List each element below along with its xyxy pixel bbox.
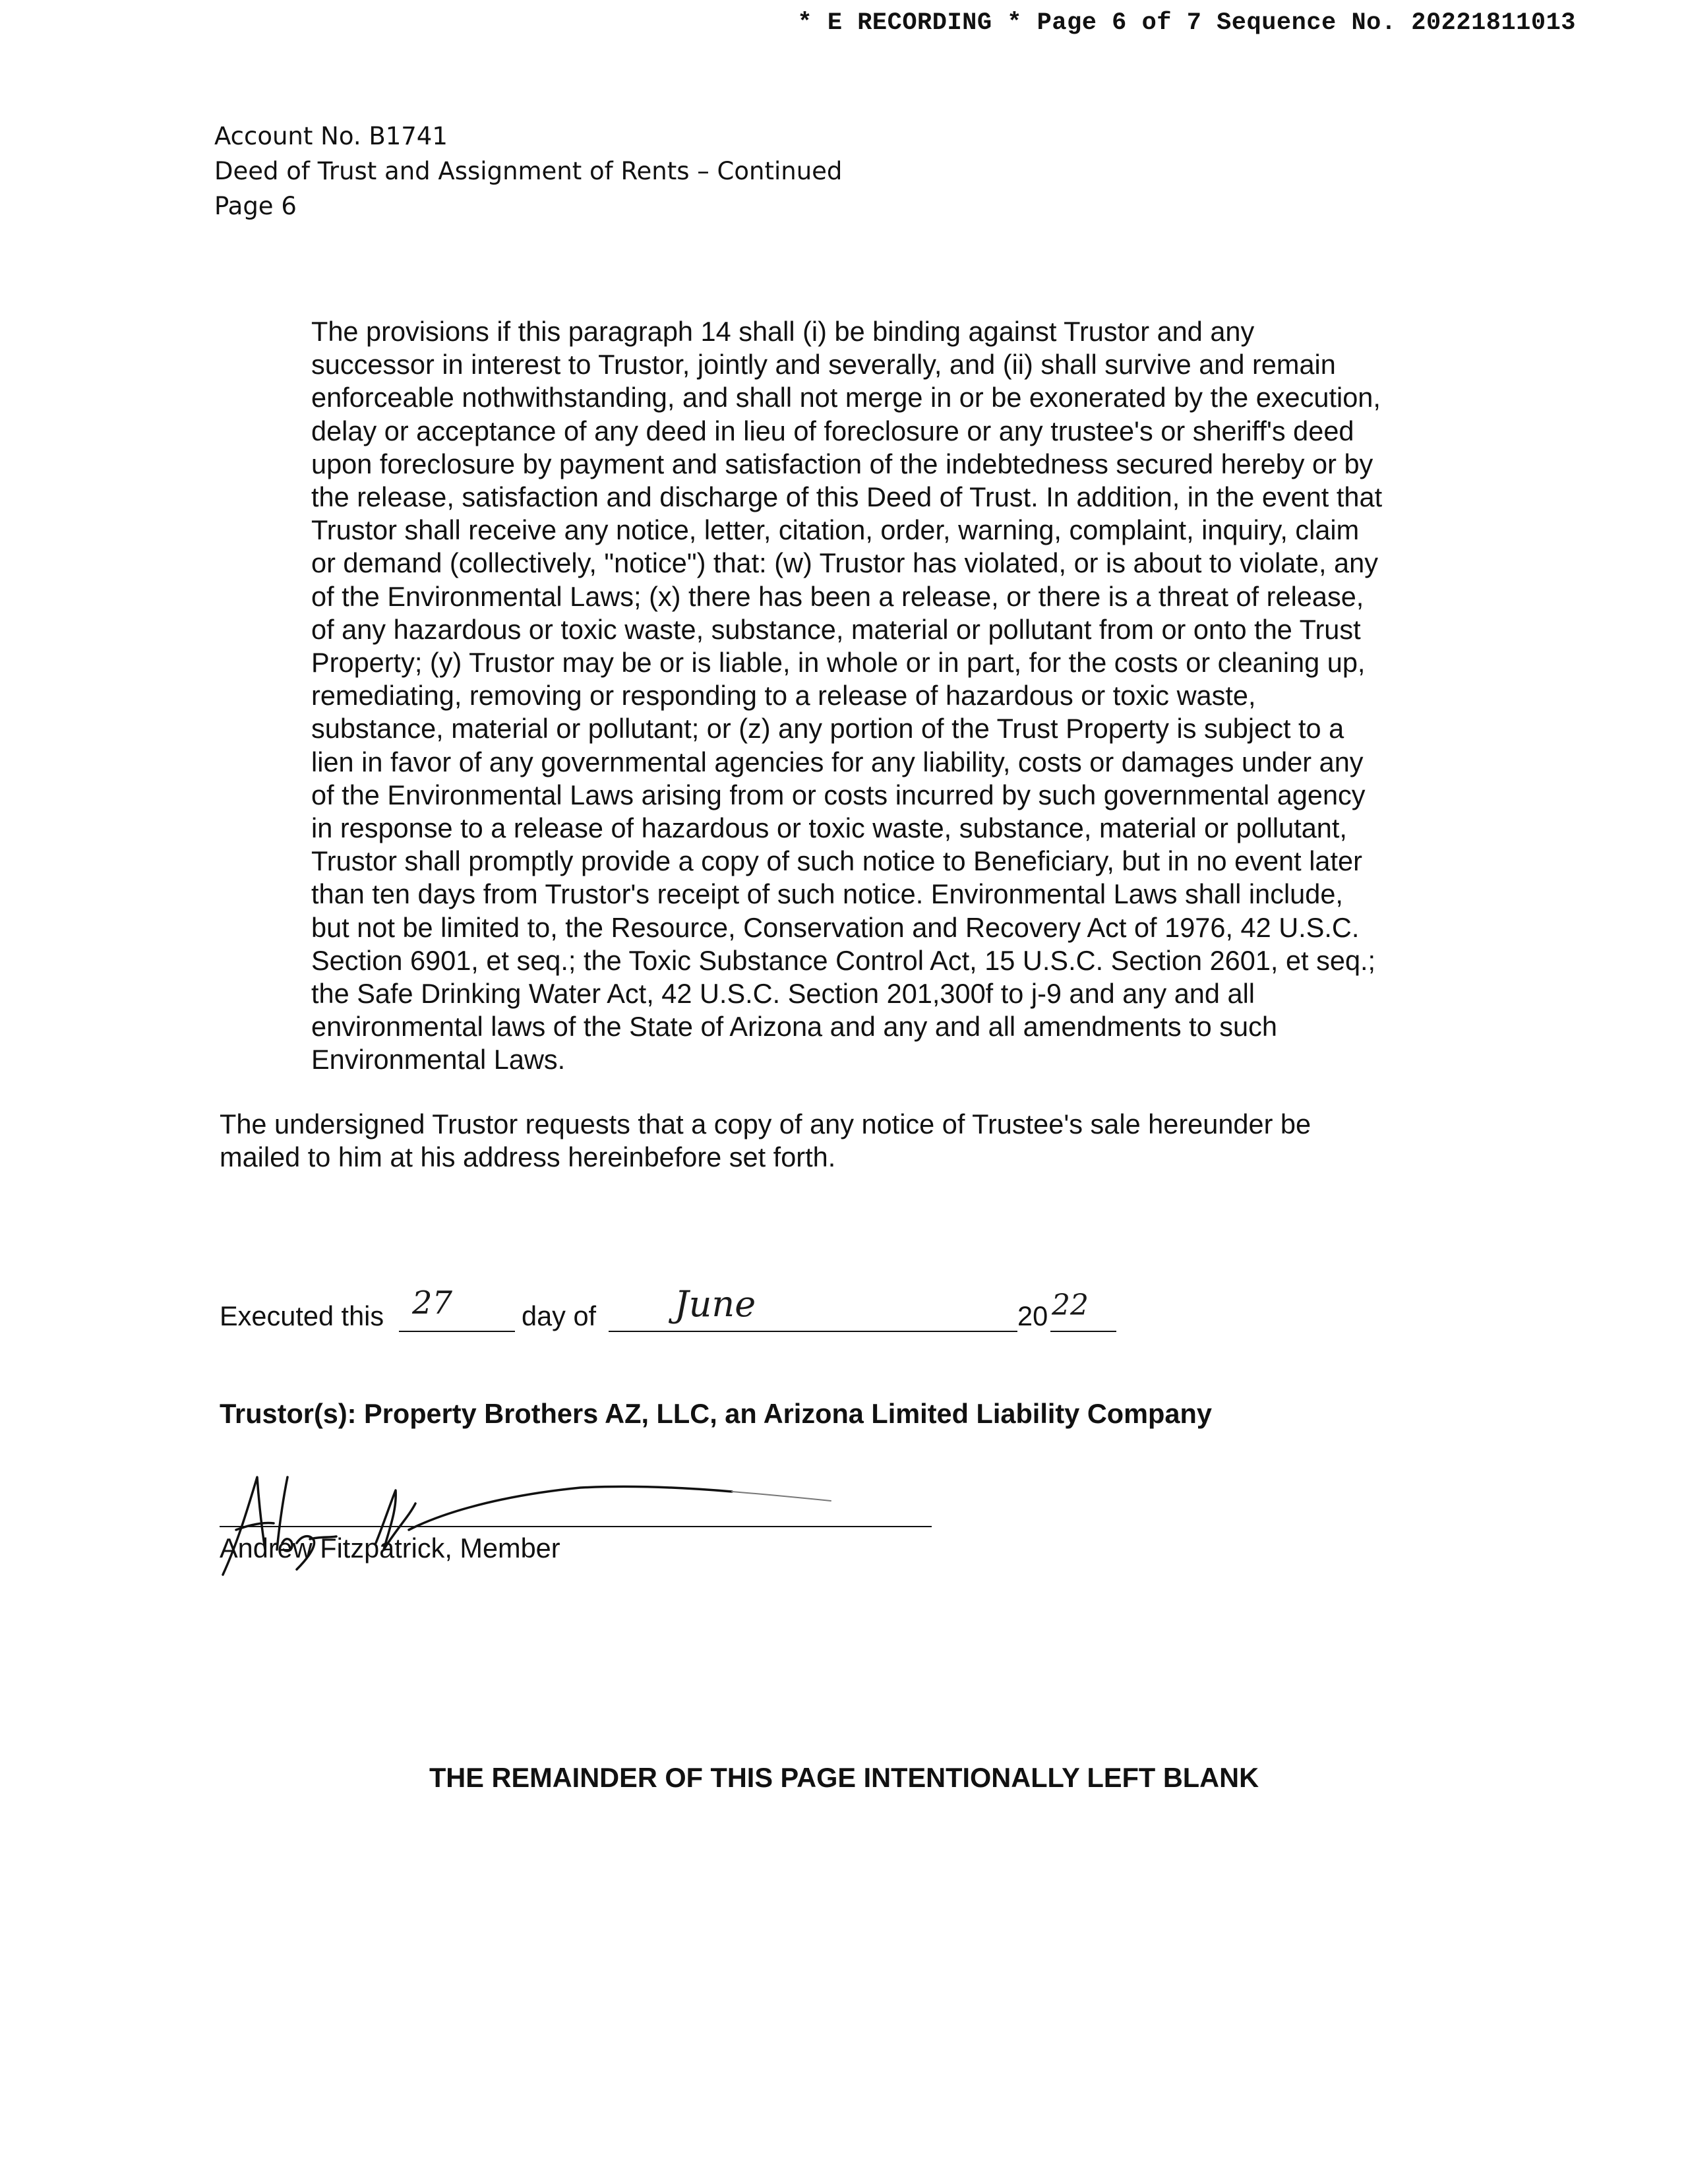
- paragraph-line: substance, material or pollutant; or (z) any portion of the Trust Property is subject to a: [311, 713, 1344, 744]
- month-blank: [609, 1331, 1017, 1332]
- paragraph-line: upon foreclosure by payment and satisfaction of the indebtedness secured hereby or by: [311, 448, 1373, 479]
- document-title: Deed of Trust and Assignment of Rents – Continued: [214, 157, 843, 185]
- signature-line: [220, 1526, 932, 1527]
- paragraph-line: The provisions if this paragraph 14 shall (i) be binding against Trustor and any: [311, 316, 1255, 347]
- page-number: Page 6: [214, 192, 297, 220]
- request-line: mailed to him at his address hereinbefore set forth.: [220, 1141, 836, 1172]
- paragraph-line: enforceable nothwithstanding, and shall not merge in or be exonerated by the execution,: [311, 382, 1381, 413]
- paragraph-line: Environmental Laws.: [311, 1044, 566, 1076]
- remainder-blank-notice: THE REMAINDER OF THIS PAGE INTENTIONALLY LEFT BLANK: [429, 1762, 1259, 1793]
- month-handwritten: June: [675, 1283, 756, 1325]
- trustor-line: Trustor(s): Property Brothers AZ, LLC, an Arizona Limited Liability Company: [220, 1398, 1212, 1429]
- paragraph-line: of any hazardous or toxic waste, substance, material or pollutant from or onto the Trust: [311, 613, 1361, 645]
- paragraph-line: in response to a release of hazardous or toxic waste, substance, material or pollutant,: [311, 812, 1347, 844]
- paragraph-line: successor in interest to Trustor, jointly and severally, and (ii) shall survive and remain: [311, 349, 1336, 380]
- paragraph-line: Trustor shall promptly provide a copy of such notice to Beneficiary, but in no event later: [311, 845, 1362, 877]
- signature-block: [211, 1451, 936, 1583]
- signer-name: Andrew Fitzpatrick, Member: [220, 1532, 560, 1563]
- paragraph-line: the release, satisfaction and discharge of this Deed of Trust. In addition, in the event that: [311, 481, 1383, 513]
- day-of-label: day of: [522, 1300, 597, 1331]
- trustor-request-paragraph: [220, 1108, 1472, 1174]
- paragraph-line: delay or acceptance of any deed in lieu of foreclosure or any trustee's or sheriff's deed: [311, 415, 1354, 446]
- paragraph-line: the Safe Drinking Water Act, 42 U.S.C. Section 201,300f to j-9 and any and all: [311, 978, 1255, 1010]
- paragraph-line: of the Environmental Laws; (x) there has been a release, or there is a threat of release,: [311, 580, 1364, 612]
- executed-label: Executed this: [220, 1300, 384, 1331]
- paragraph-line: remediating, removing or responding to a release of hazardous or toxic waste,: [311, 680, 1256, 712]
- paragraph-line: Section 6901, et seq.; the Toxic Substance Control Act, 15 U.S.C. Section 2601, et seq.;: [311, 944, 1376, 976]
- account-number: Account No. B1741: [214, 122, 448, 150]
- execution-line: [220, 1283, 1406, 1339]
- paragraph-line: Property; (y) Trustor may be or is liable, in whole or in part, for the costs or cleaning up,: [311, 647, 1366, 679]
- paragraph-line: but not be limited to, the Resource, Conservation and Recovery Act of 1976, 42 U.S.C.: [311, 911, 1360, 943]
- request-line: The undersigned Trustor requests that a copy of any notice of Trustee's sale hereunder be: [220, 1108, 1311, 1139]
- page-header: [214, 119, 842, 224]
- paragraph-line: or demand (collectively, "notice") that: (w) Trustor has violated, or is about to violate, any: [311, 547, 1378, 579]
- recording-header: * E RECORDING * Page 6 of 7 Sequence No. 20221811013: [797, 9, 1576, 37]
- year-prefix: 20: [1017, 1300, 1048, 1331]
- paragraph-line: than ten days from Trustor's receipt of such notice. Environmental Laws shall include,: [311, 878, 1343, 910]
- paragraph-line: Trustor shall receive any notice, letter, citation, order, warning, complaint, inquiry, claim: [311, 514, 1360, 546]
- paragraph-line: of the Environmental Laws arising from or costs incurred by such governmental agency: [311, 779, 1366, 810]
- day-blank: [399, 1331, 515, 1332]
- day-handwritten: 27: [412, 1285, 453, 1321]
- year-handwritten: 22: [1052, 1289, 1089, 1322]
- paragraph-line: environmental laws of the State of Arizona and any and all amendments to such: [311, 1011, 1277, 1043]
- paragraph-14: [311, 315, 1445, 1077]
- year-blank: [1050, 1331, 1116, 1332]
- paragraph-line: lien in favor of any governmental agencies for any liability, costs or damages under any: [311, 746, 1364, 777]
